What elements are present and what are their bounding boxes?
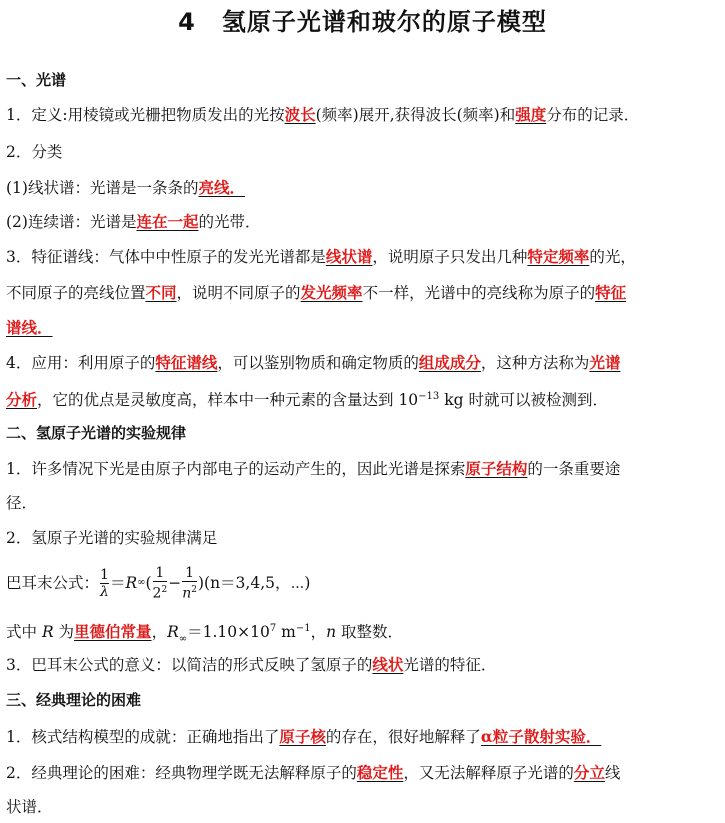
rydberg-symbol: R bbox=[41, 623, 54, 642]
title-text: 氢原子光谱和玻尔的原子模型 bbox=[221, 8, 547, 36]
classical-difficulty-end: 状谱． bbox=[6, 798, 53, 816]
answer-specific-frequency: 特定频率 bbox=[527, 247, 590, 266]
text-segment: 2．经典理论的困难：经典物理学既无法解释原子的 bbox=[6, 764, 357, 782]
answer-atomic-structure: 原子结构 bbox=[465, 459, 528, 478]
text-segment: 式中 bbox=[6, 623, 42, 642]
text-segment: ，又无法解释原子光谱的 bbox=[403, 764, 574, 782]
equals-sign: ＝ bbox=[109, 574, 126, 592]
denominator: λ bbox=[100, 583, 109, 600]
exponent: −13 bbox=[418, 391, 440, 402]
answer-alpha-scattering: α粒子散射实验． bbox=[480, 727, 602, 746]
text-segment: 为 bbox=[53, 623, 75, 642]
text-segment: 光谱的特征． bbox=[403, 656, 497, 674]
infinity-subscript: ∞ bbox=[137, 577, 146, 588]
answer-linear: 线状 bbox=[372, 655, 404, 674]
answer-intensity: 强度 bbox=[515, 105, 547, 124]
infinity-subscript: ∞ bbox=[178, 633, 188, 645]
text-segment: m bbox=[276, 623, 296, 642]
answer-line-spectrum: 线状谱 bbox=[325, 247, 373, 266]
answer-stability: 稳定性 bbox=[356, 763, 404, 782]
text-segment: 线 bbox=[604, 764, 621, 782]
answer-characteristic-lines: 特征谱线 bbox=[155, 353, 218, 372]
text-segment: 的光带． bbox=[198, 213, 261, 231]
exponent: 2 bbox=[161, 584, 168, 595]
section-heading-hydrogen: 二、氢原子光谱的实验规律 bbox=[6, 424, 187, 442]
answer-rydberg-constant: 里德伯常量 bbox=[74, 622, 152, 642]
denominator bbox=[182, 581, 197, 602]
text-segment: ， bbox=[310, 623, 327, 642]
continuous-spectrum-paragraph bbox=[6, 211, 719, 233]
answer-spectral-lines: 谱线． bbox=[6, 318, 53, 337]
text-segment: 不一样，光谱中的亮线称为原子的 bbox=[362, 284, 596, 302]
text-segment: 1．核式结构模型的成就：正确地指出了 bbox=[6, 728, 280, 746]
exponent: 7 bbox=[269, 623, 277, 634]
paren: ) bbox=[197, 574, 205, 592]
answer-characteristic: 特征 bbox=[595, 283, 627, 302]
formula-meaning-paragraph bbox=[6, 654, 719, 676]
nuclear-model-paragraph bbox=[6, 726, 719, 748]
paren: ( bbox=[145, 574, 152, 592]
answer-spectral: 光谱 bbox=[589, 353, 621, 372]
application-paragraph bbox=[6, 352, 719, 374]
exponent: −1 bbox=[295, 623, 311, 634]
rydberg-symbol: R bbox=[125, 574, 138, 592]
answer-different: 不同 bbox=[145, 283, 177, 302]
answer-bright-lines: 亮线． bbox=[198, 178, 245, 197]
characteristic-lines-end bbox=[6, 317, 719, 339]
text-segment: 的存在，很好地解释了 bbox=[325, 728, 481, 746]
balmer-formula bbox=[6, 561, 719, 605]
text-segment: ＝1.10×10 bbox=[187, 623, 270, 642]
formula-condition: (n＝3,4,5，⋯) bbox=[204, 574, 311, 592]
answer-wavelength: 波长 bbox=[284, 105, 316, 124]
fraction-one-over-lambda bbox=[100, 567, 109, 600]
n-symbol: n bbox=[326, 623, 337, 642]
text-segment: 不同原子的亮线位置 bbox=[6, 284, 146, 302]
text-segment: ，可以鉴别物质和确定物质的 bbox=[217, 354, 419, 372]
text-segment: ，说明原子只发出几种 bbox=[372, 248, 528, 266]
answer-composition: 组成成分 bbox=[418, 353, 481, 372]
text-segment: 3．巴耳末公式的意义：以简洁的形式反映了氢原子的 bbox=[6, 656, 373, 674]
text-segment: ，这种方法称为 bbox=[480, 354, 590, 372]
base: n bbox=[182, 585, 192, 602]
rydberg-symbol: R bbox=[167, 623, 179, 642]
section-number: 4 bbox=[178, 8, 196, 36]
text-segment: ，说明不同原子的 bbox=[176, 284, 301, 302]
text-segment: kg 时就可以被检测到． bbox=[439, 391, 608, 410]
text-segment: 4．应用：利用原子的 bbox=[6, 354, 156, 372]
denominator bbox=[153, 581, 168, 602]
formula-label: 巴耳末公式： bbox=[6, 574, 100, 592]
text-segment: ，它的优点是灵敏度高，样本中一种元素的含量达到 10 bbox=[37, 391, 419, 410]
numerator: 1 bbox=[155, 564, 165, 581]
text-segment: 的光， bbox=[589, 248, 636, 266]
characteristic-lines-continued bbox=[6, 282, 719, 304]
classification-heading: 2．分类 bbox=[6, 143, 63, 161]
section-heading-spectrum: 一、光谱 bbox=[6, 71, 67, 89]
definition-paragraph bbox=[6, 104, 719, 126]
minus-sign: − bbox=[168, 574, 182, 592]
fraction-one-over-n-squared bbox=[182, 565, 197, 602]
page-title bbox=[0, 2, 725, 42]
section-heading-classical: 三、经典理论的困难 bbox=[6, 691, 142, 709]
origin-paragraph bbox=[6, 458, 719, 480]
text-segment: (2)连续谱：光谱是 bbox=[6, 213, 137, 231]
application-continued bbox=[6, 386, 719, 411]
answer-emission-frequency: 发光频率 bbox=[300, 283, 363, 302]
text-segment: 1．定义:用棱镜或光栅把物质发出的光按 bbox=[6, 106, 285, 124]
rydberg-constant-paragraph bbox=[6, 618, 719, 650]
text-segment: 1．许多情况下光是由原子内部电子的运动产生的，因此光谱是探索 bbox=[6, 460, 466, 478]
answer-discrete: 分立 bbox=[573, 763, 605, 782]
numerator: 1 bbox=[100, 566, 109, 583]
exponent: 2 bbox=[191, 584, 197, 595]
experimental-law-paragraph: 2．氢原子光谱的实验规律满足 bbox=[6, 529, 218, 547]
text-segment: 的一条重要途 bbox=[527, 460, 621, 478]
answer-connected: 连在一起 bbox=[136, 212, 199, 231]
text-segment: (1)线状谱：光谱是一条条的 bbox=[6, 179, 199, 197]
base: 2 bbox=[152, 585, 162, 602]
text-segment: 3．特征谱线：气体中中性原子的发光光谱都是 bbox=[6, 248, 326, 266]
text-segment: 分布的记录． bbox=[546, 106, 640, 124]
origin-continued: 径． bbox=[6, 494, 38, 512]
text-segment: 取整数． bbox=[336, 623, 404, 642]
fraction-one-over-two-squared bbox=[153, 565, 168, 602]
answer-analysis: 分析 bbox=[6, 390, 38, 410]
line-spectrum-paragraph bbox=[6, 177, 719, 199]
text-segment: ， bbox=[151, 623, 168, 642]
answer-nucleus: 原子核 bbox=[279, 727, 326, 746]
text-segment: (频率)展开,获得波长(频率)和 bbox=[315, 106, 516, 124]
characteristic-lines-paragraph bbox=[6, 246, 719, 268]
classical-difficulty-paragraph bbox=[6, 762, 719, 784]
numerator: 1 bbox=[185, 564, 195, 581]
